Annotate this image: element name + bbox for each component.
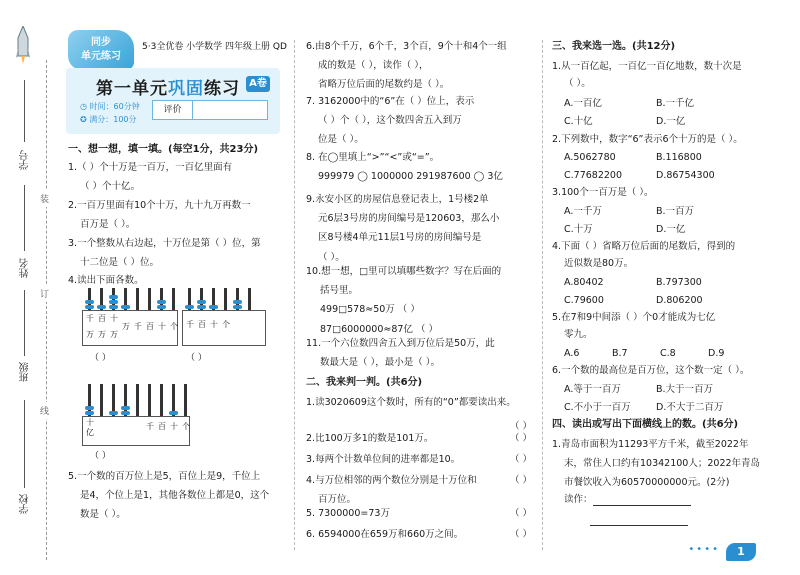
judge-1: 1.读3020609这个数时，所有的“0”都要读出来。 xyxy=(306,397,516,408)
choice-3-option-c[interactable]: C.十万 xyxy=(564,224,593,235)
abacus-2: 千 百 十 个 （ ） xyxy=(182,288,266,368)
judge-4: 4.与万位相邻的两个数位分别是十万位和 百万位。 （ ） xyxy=(306,475,532,506)
choice-3: 3.100个一百万是（ ）。 xyxy=(552,187,654,198)
reading-answer-line-2[interactable] xyxy=(590,513,688,526)
choice-2-option-d[interactable]: D.86754300 xyxy=(656,170,715,181)
judge-2-answer[interactable]: （ ） xyxy=(509,433,532,444)
choice-1-option-d[interactable]: D.一亿 xyxy=(656,116,686,127)
section-1-title: 一、想一想，填一填。(每空1分，共23分) xyxy=(68,144,259,155)
choice-3-option-d[interactable]: D.一亿 xyxy=(656,224,686,235)
choice-4: 4.下面（ ）省略万位后面的尾数后，得到的 近似数是80万。 xyxy=(552,241,736,270)
section-2-title: 二、我来判一判。(共6分) xyxy=(306,377,423,388)
choice-1-option-b[interactable]: B.一千亿 xyxy=(656,98,695,109)
choice-3-option-b[interactable]: B.一百万 xyxy=(656,206,695,217)
choice-4-option-b[interactable]: B.797300 xyxy=(656,277,702,288)
class-label: 班级 xyxy=(20,362,31,382)
column-divider xyxy=(294,40,295,550)
question-1-11: 11.一个六位数四舍五入到万位后是50万，此 数最大是（ ），最小是（ ）。 xyxy=(306,338,495,369)
answer-blank[interactable]: （ ） xyxy=(90,353,111,363)
choice-6-option-b[interactable]: B.大于一百万 xyxy=(656,384,714,395)
judge-6: 6. 6594000在659万和660万之间。 （ ） xyxy=(306,529,532,540)
binding-dashed-line xyxy=(46,60,47,560)
seal-char: 装 xyxy=(40,190,49,207)
decorative-dots: •••• xyxy=(688,544,720,555)
section-3-title: 三、我来选一选。(共12分) xyxy=(552,41,676,52)
binding-margin xyxy=(0,0,62,575)
clock-icon: ◷ xyxy=(80,102,90,111)
abacus-1: 千 百 十 万 千 百 十 个 万 万 万 （ ） xyxy=(82,288,178,368)
name-line[interactable] xyxy=(24,185,25,251)
judge-6-answer[interactable]: （ ） xyxy=(509,529,532,540)
choice-6-option-c[interactable]: C.不小于一百万 xyxy=(564,402,631,413)
choice-1: 1.从一百亿起，一百亿一百亿地数，数十次是 （ ）。 xyxy=(552,61,742,90)
choice-1-option-a[interactable]: A.一百亿 xyxy=(564,98,602,109)
unit-title: 第一单元巩固练习 xyxy=(96,79,240,99)
rating-box[interactable] xyxy=(152,100,268,120)
choice-4-option-d[interactable]: D.806200 xyxy=(656,295,703,306)
choice-2: 2.下列数中，数字“6”表示6个十万的是（ ）。 xyxy=(552,134,743,145)
answer-blank[interactable]: （ ） xyxy=(90,451,111,461)
question-1-3: 3.一个整数从右边起，十万位是第（ ）位，第 十二位是（ ）位。 xyxy=(68,238,261,269)
seal-char: 线 xyxy=(40,402,49,419)
section-4-title: 四、读出或写出下面横线上的数。(共6分) xyxy=(552,419,739,430)
worksheet-page: 学号 姓名 班级 学校 装 订 线 同步 单元练习 5·3全优卷 小学数学 四年级上册 QD 第一单元巩固练习 A卷 ◷ 时间：60分钟 ✪ 满分：100分 评价 一、想一想，填一填。(每空1分，共23分) 1.（ ）个十万是一百万，一百亿里面有 （ ）个十亿。 2.一百万里面有10个十万，九十九万再数一 百万是（ ）。 3.一个整数从右边起，十万位是第（ ）位，第 十二位是（ ）位。 4.读出下面各数。 千 百 十 万 千 百 十 个 万 万 万 （ ） 千 百 十 个 （ ） 十 亿 千 百 十 个 （ ） 5.一个数的百万位上是5，百位上是9，千位上 是4，个位上是1，其他各数位上都是0，这个 数是（ ）。 6.由8个千万，6个千，3个百，9个十和4个一组 成的数是（ ），读作（ ）， 省略万位后面的尾数约是（ ）。 7. 3162000中的“6”在（ ）位上，表示 （ ）个（ ），这个数四舍五入到万 位是（ ）。 8. 在◯里填上“>”“<”或“=”。 999979 ◯ 1000000 291987600 ◯ 3亿 9.永安小区的房屋信息登记表上，1号楼2单 元6层3号房的房间编号是120603，那么小 区8号楼4单元11层1号房的房间编号是 （ ）。 10.想一想，□里可以填哪些数字？写在后面的 括号里。 499□578≈50万 （ ） 87□6000000≈87亿 （ ） 11.一个六位数四舍五入到万位后是50万，此 数最大是（ ），最小是（ ）。 二、我来判一判。(共6分) 1.读3020609这个数时，所有的“0”都要读出来。 （ ） 2.比100万多1的数是101万。 （ ） 3.每两个计数单位间的进率都是10。 （ ） 4.与万位相邻的两个数位分别是十万位和 百万位。 （ ） 5. 7300000=73万 （ ） 6. 6594000在659万和660万之间。 （ ） 三、我来选一选。(共12分) 1.从一百亿起，一百亿一百亿地数，数十次是 （ ）。 A.一百亿 B.一千亿 C.十亿 D.一亿 2.下列数中，数字“6”表示6个十万的是（ ）。 A.5062780 B.116800 C.77682200 D.86754300 3.100个一百万是（ ）。 A.一千万 B.一百万 C.十万 D.一亿 4.下面（ ）省略万位后面的尾数后，得到的 近似数是80万。 A.80402 B.797300 C.79600 D.806200 5.在7和9中间添（ ）个0才能成为七亿 零九。 A.6 B.7 C.8 D.9 6.一个数的最高位是百万位，这个数一定（ ）。 A.等于一百万 B.大于一百万 C.不小于一百万 D.不大于二百万 四、读出或写出下面横线上的数。(共6分) 1.青岛市面积为11293平方千米，截至2022年 末，常住人口约有10342100人；2022年青岛 市餐饮收入为60570000000元。(2分) 读作： •••• 1 xyxy=(0,0,800,575)
choice-4-option-c[interactable]: C.79600 xyxy=(564,295,604,306)
question-1-8: 8. 在◯里填上“>”“<”或“=”。 999979 ◯ 1000000 291987600 ◯ 3亿 xyxy=(306,152,503,183)
question-1-2: 2.一百万里面有10个十万，九十九万再数一 百万是（ ）。 xyxy=(68,200,251,231)
book-title: 5·3全优卷 小学数学 四年级上册 QD xyxy=(142,42,287,52)
class-line[interactable] xyxy=(24,290,25,356)
judge-5: 5. 7300000=73万 （ ） xyxy=(306,508,532,519)
rocket-icon xyxy=(16,26,30,66)
judge-2: 2.比100万多1的数是101万。 （ ） xyxy=(306,433,532,444)
choice-6-option-d[interactable]: D.不大于二百万 xyxy=(656,402,724,413)
name-label: 姓名 xyxy=(20,258,31,278)
rating-label: 评价 xyxy=(153,101,193,119)
column-divider xyxy=(542,40,543,550)
page-number: 1 xyxy=(726,543,756,561)
question-1-5: 5.一个数的百万位上是5，百位上是9，千位上 是4，个位上是1，其他各数位上都是0，这个 数是（ ）。 xyxy=(68,471,270,521)
star-icon: ✪ xyxy=(80,115,90,124)
school-label: 学校 xyxy=(20,494,31,514)
abacus-3: 十 亿 千 百 十 个 （ ） xyxy=(82,384,190,464)
choice-6-option-a[interactable]: A.等于一百万 xyxy=(564,384,621,395)
school-line[interactable] xyxy=(24,400,25,488)
choice-3-option-a[interactable]: A.一千万 xyxy=(564,206,602,217)
choice-5-option-c[interactable]: C.8 xyxy=(660,348,676,359)
seal-char: 订 xyxy=(40,285,49,302)
choice-2-option-a[interactable]: A.5062780 xyxy=(564,152,616,163)
sync-practice-badge: 同步 单元练习 xyxy=(68,30,134,70)
question-1-6: 6.由8个千万，6个千，3个百，9个十和4个一组 成的数是（ ），读作（ ）， 省略万位后面的尾数约是（ ）。 xyxy=(306,41,507,91)
choice-1-option-c[interactable]: C.十亿 xyxy=(564,116,593,127)
choice-5-option-a[interactable]: A.6 xyxy=(564,348,580,359)
student-id-line[interactable] xyxy=(24,80,25,142)
question-1-4: 4.读出下面各数。 xyxy=(68,275,144,286)
level-badge: A卷 xyxy=(246,76,270,92)
choice-5-option-d[interactable]: D.9 xyxy=(708,348,725,359)
reading-1: 1.青岛市面积为11293平方千米，截至2022年 末，常住人口约有10342100人；2022年青岛 市餐饮收入为60570000000元。(2分) xyxy=(552,439,761,489)
question-1-1: 1.（ ）个十万是一百万，一百亿里面有 （ ）个十亿。 xyxy=(68,162,233,193)
judge-5-answer[interactable]: （ ） xyxy=(509,508,532,519)
choice-2-option-b[interactable]: B.116800 xyxy=(656,152,702,163)
score-info: ✪ 满分：100分 xyxy=(80,115,137,124)
choice-5: 5.在7和9中间添（ ）个0才能成为七亿 零九。 xyxy=(552,312,716,341)
question-1-10: 10.想一想，□里可以填哪些数字？写在后面的 括号里。 499□578≈50万 （ ） 87□6000000≈87亿 （ ） xyxy=(306,266,502,335)
question-1-7: 7. 3162000中的“6”在（ ）位上，表示 （ ）个（ ），这个数四舍五入到万 位是（ ）。 xyxy=(306,96,475,146)
choice-4-option-a[interactable]: A.80402 xyxy=(564,277,604,288)
judge-3: 3.每两个计数单位间的进率都是10。 （ ） xyxy=(306,454,532,465)
reading-answer-line[interactable]: 读作： xyxy=(564,493,691,506)
choice-6: 6.一个数的最高位是百万位，这个数一定（ ）。 xyxy=(552,365,750,376)
student-id-label: 学号 xyxy=(20,150,31,170)
judge-3-answer[interactable]: （ ） xyxy=(509,454,532,465)
choice-2-option-c[interactable]: C.77682200 xyxy=(564,170,623,181)
choice-5-option-b[interactable]: B.7 xyxy=(612,348,628,359)
question-1-9: 9.永安小区的房屋信息登记表上，1号楼2单 元6层3号房的房间编号是120603，那么小 区8号楼4单元11层1号房的房间编号是 （ ）。 xyxy=(306,194,500,263)
time-info: ◷ 时间：60分钟 xyxy=(80,102,140,111)
answer-blank[interactable]: （ ） xyxy=(186,353,207,363)
judge-4-answer[interactable]: （ ） xyxy=(509,475,532,486)
